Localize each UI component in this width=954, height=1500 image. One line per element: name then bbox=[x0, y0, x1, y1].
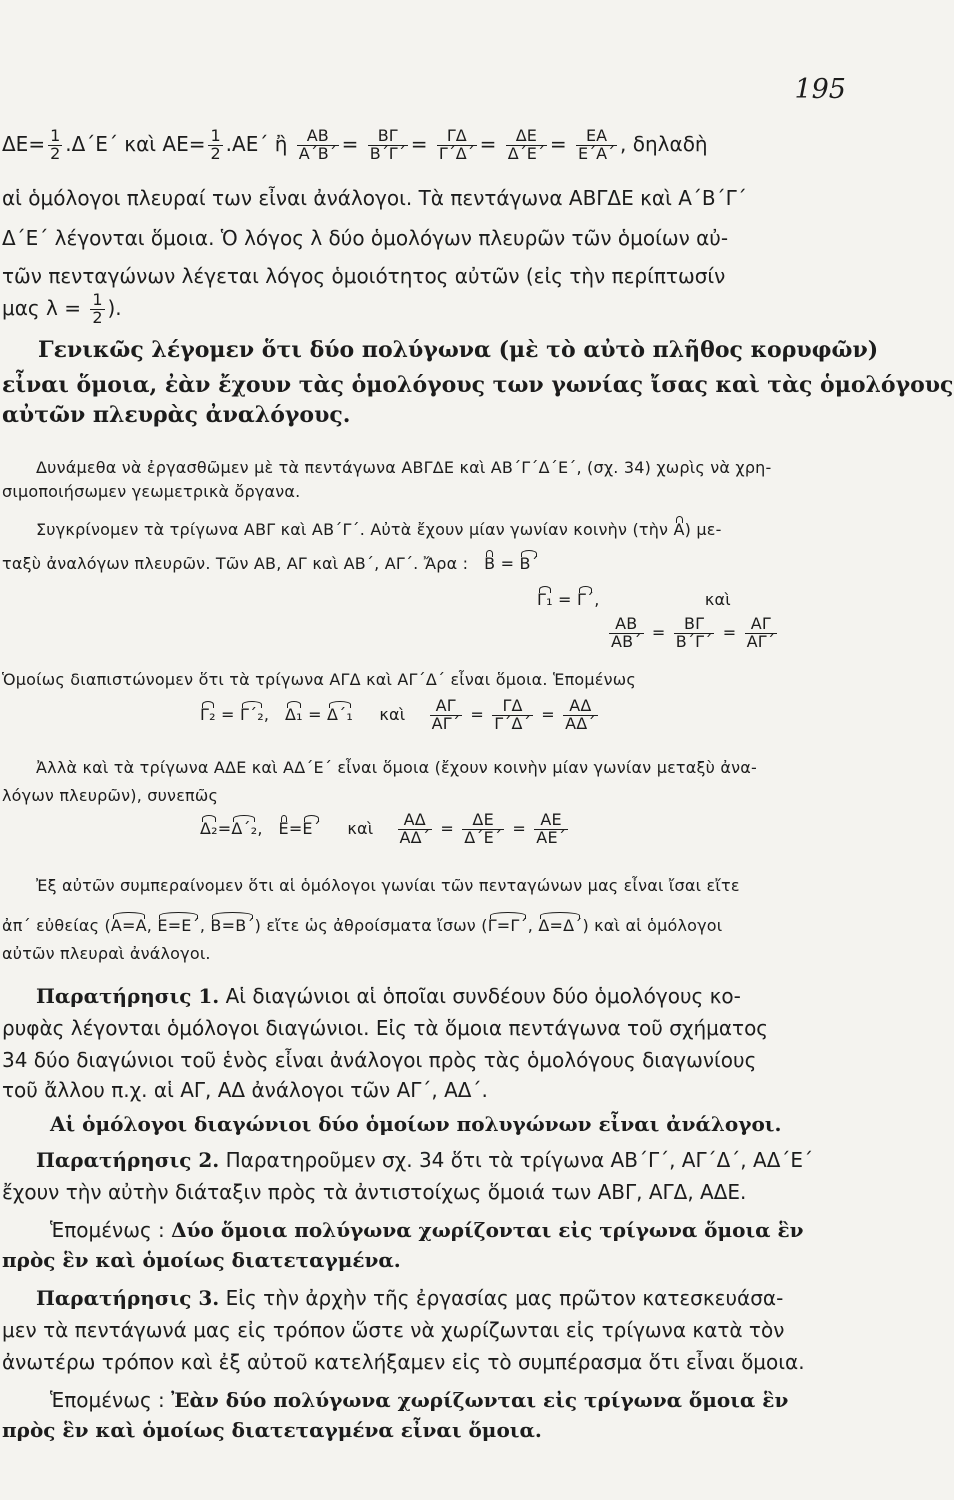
ratio-line: ΔΕ= $\frac{1}{2}$ .Δ΄Ε΄ καὶ ΑΕ= $\frac{1}{2}$ .ΑΕ΄ ἢ $\frac{AB}{A΄B΄}$ = $\frac{B\Gamma}{B΄\Gamma΄}$ = $\frac{\Gamma\Delta}{\Gamma΄\Delta΄}$ = $\frac{\Delta E}{\Delta΄E΄}$ = $\frac{EA}{E΄A΄}$ , δηλαδὴ bbox=[2, 126, 708, 163]
fraction-de: $\frac{\Delta E}{\Delta΄E΄}$ bbox=[507, 126, 545, 163]
theorem-line: πρὸς ἓν καὶ ὁμοίως διατεταγμένα. bbox=[2, 1248, 401, 1272]
math-line: Δ₂=Δ΄₂, Ε=Ε΄ καὶ $\frac{A\Delta}{A\Delta΄}$ = $\frac{\Delta E}{\Delta΄E΄}$ = $\frac{AE}{AE΄}$ bbox=[200, 810, 566, 847]
theorem-line: Ἑπομένως : Δύο ὅμοια πολύγωνα χωρίζονται εἰς τρίγωνα ὅμοια ἓν bbox=[50, 1218, 804, 1242]
text-segment: ΔΕ= bbox=[2, 131, 46, 156]
remark-heading: Παρατήρησις 3. bbox=[36, 1286, 220, 1310]
theorem-line: Αἱ ὁμόλογοι διαγώνιοι δύο ὁμοίων πολυγώνων εἶναι ἀνάλογοι. bbox=[50, 1112, 782, 1136]
page-number: 195 bbox=[794, 74, 846, 105]
fraction: $\frac{1}{2}$ bbox=[50, 126, 61, 163]
text-segment: .ΑΕ΄ ἢ bbox=[225, 131, 288, 156]
text-line: λόγων πλευρῶν), συνεπῶς bbox=[2, 786, 219, 805]
text-line: ἔχουν τὴν αὐτὴν διάταξιν πρὸς τὰ ἀντιστοίχως ὅμοιά των ΑΒΓ, ΑΓΔ, ΑΔΕ. bbox=[2, 1180, 747, 1204]
math-line: Γ₂ = Γ΄₂, Δ₁ = Δ΄₁ καὶ $\frac{A\Gamma}{A\Gamma΄}$ = $\frac{\Gamma\Delta}{\Gamma΄\Delta΄}$ = $\frac{A\Delta}{A\Delta΄}$ bbox=[200, 696, 596, 733]
text-line: ἀπ΄ εὐθείας (Α=Α, Ε=Ε΄, Β=Β΄) εἴτε ὡς ἀθροίσματα ἴσων (Γ=Γ΄, Δ=Δ΄) καὶ αἱ ὁμόλογοι bbox=[2, 912, 722, 935]
text-line: Ἀλλὰ καὶ τὰ τρίγωνα ΑΔΕ καὶ ΑΔ΄Ε΄ εἶναι ὅμοια (ἔχουν κοινὴν μίαν γωνίαν μεταξὺ ἀνα- bbox=[36, 758, 757, 777]
text-line: σιμοποιήσωμεν γεωμετρικὰ ὄργανα. bbox=[2, 482, 301, 501]
text-line: αἱ ὁμόλογοι πλευραί των εἶναι ἀνάλογοι. Τὰ πεντάγωνα ΑΒΓΔΕ καὶ Α΄Β΄Γ΄ bbox=[2, 186, 747, 210]
text-line: 34 δύο διαγώνιοι τοῦ ἑνὸς εἶναι ἀνάλογοι πρὸς τὰς ὁμολόγους διαγωνίους bbox=[2, 1048, 757, 1072]
text-segment: , δηλαδὴ bbox=[620, 131, 708, 156]
remark-2-line: Παρατήρησις 2. Παρατηροῦμεν σχ. 34 ὅτι τὰ τρίγωνα ΑΒ΄Γ΄, ΑΓ΄Δ΄, ΑΔ΄Ε΄ bbox=[36, 1148, 814, 1172]
fraction-gd: $\frac{\Gamma\Delta}{\Gamma΄\Delta΄}$ bbox=[438, 126, 475, 163]
text-line: Δ΄Ε΄ λέγονται ὅμοια. Ὁ λόγος λ δύο ὁμολόγων πλευρῶν τῶν ὁμοίων αὐ- bbox=[2, 226, 729, 250]
text-line: τῶν πενταγώνων λέγεται λόγος ὁμοιότητος αὐτῶν (εἰς τὴν περίπτωσίν bbox=[2, 264, 726, 288]
text-line: ρυφὰς λέγονται ὁμόλογοι διαγώνιοι. Εἰς τὰ ὅμοια πεντάγωνα τοῦ σχήματος bbox=[2, 1016, 769, 1040]
math-line: $\frac{AB}{AB΄}$ = $\frac{B\Gamma}{B΄\Gamma΄}$ = $\frac{A\Gamma}{A\Gamma΄}$ bbox=[611, 614, 776, 651]
text-line: τοῦ ἄλλου π.χ. αἱ ΑΓ, ΑΔ ἀνάλογοι τῶν ΑΓ΄, ΑΔ΄. bbox=[2, 1078, 488, 1102]
text-line: Δυνάμεθα νὰ ἐργασθῶμεν μὲ τὰ πεντάγωνα ΑΒΓΔΕ καὶ ΑΒ΄Γ΄Δ΄Ε΄, (σχ. 34) χωρὶς νὰ χρη- bbox=[36, 458, 772, 477]
theorem-line: πρὸς ἓν καὶ ὁμοίως διατεταγμένα εἶναι ὅμοια. bbox=[2, 1418, 542, 1442]
text-line: Ὁμοίως διαπιστώνομεν ὅτι τὰ τρίγωνα ΑΓΔ καὶ ΑΓ΄Δ΄ εἶναι ὅμοια. Ἑπομένως bbox=[2, 670, 636, 689]
fraction: $\frac{1}{2}$ bbox=[210, 126, 221, 163]
remark-1-line: Παρατήρησις 1. Αἱ διαγώνιοι αἱ ὁποῖαι συνδέουν δύο ὁμολόγους κο- bbox=[36, 984, 741, 1008]
text-line: Ἐξ αὐτῶν συμπεραίνομεν ὅτι αἱ ὁμόλογοι γωνίαι τῶν πενταγώνων μας εἶναι ἴσαι εἴτε bbox=[36, 876, 740, 895]
fraction: $\frac{1}{2}$ bbox=[92, 290, 103, 327]
text-line: ἀνωτέρω τρόπον καὶ ἐξ αὐτοῦ κατελήξαμεν εἰς τὸ συμπέρασμα ὅτι εἶναι ὅμοια. bbox=[2, 1350, 805, 1374]
remark-heading: Παρατήρησις 1. bbox=[36, 984, 220, 1008]
definition-line: εἶναι ὅμοια, ἐὰν ἔχουν τὰς ὁμολόγους των γωνίας ἴσας καὶ τὰς ὁμολόγους bbox=[2, 372, 954, 398]
remark-heading: Παρατήρησις 2. bbox=[36, 1148, 220, 1172]
text-line: αὐτῶν πλευραὶ ἀνάλογοι. bbox=[2, 944, 211, 963]
definition-line: αὐτῶν πλευρὰς ἀναλόγους. bbox=[2, 402, 351, 428]
text-line: μεν τὰ πεντάγωνά μας εἰς τρόπον ὥστε νὰ χωρίζωνται εἰς τρίγωνα κατὰ τὸν bbox=[2, 1318, 785, 1342]
text-line: Συγκρίνομεν τὰ τρίγωνα ΑΒΓ καὶ ΑΒ΄Γ΄. Αὐτὰ ἔχουν μίαν γωνίαν κοινὴν (τὴν Α) με- bbox=[36, 516, 722, 539]
text-line: ταξὺ ἀναλόγων πλευρῶν. Τῶν ΑΒ, ΑΓ καὶ ΑΒ΄, ΑΓ΄. Ἄρα : Β = Β΄ bbox=[2, 550, 539, 573]
math-line: Γ₁ = Γ΄, καὶ bbox=[537, 586, 731, 609]
fraction-ab: $\frac{AB}{A΄B΄}$ bbox=[298, 126, 337, 163]
text-segment: .Δ΄Ε΄ καὶ ΑΕ= bbox=[65, 131, 206, 156]
fraction-bg: $\frac{B\Gamma}{B΄\Gamma΄}$ bbox=[369, 126, 406, 163]
fraction-ea: $\frac{EA}{E΄A΄}$ bbox=[577, 126, 616, 163]
definition-line: Γενικῶς λέγομεν ὅτι δύο πολύγωνα (μὲ τὸ αὐτὸ πλῆθος κορυφῶν) bbox=[38, 337, 879, 363]
theorem-line: Ἑπομένως : Ἐὰν δύο πολύγωνα χωρίζωνται εἰς τρίγωνα ὅμοια ἓν bbox=[50, 1388, 789, 1412]
text-line: μας λ = $\frac{1}{2}$ ). bbox=[2, 290, 122, 327]
remark-3-line: Παρατήρησις 3. Εἰς τὴν ἀρχὴν τῆς ἐργασίας μας πρῶτον κατεσκευάσα- bbox=[36, 1286, 784, 1310]
